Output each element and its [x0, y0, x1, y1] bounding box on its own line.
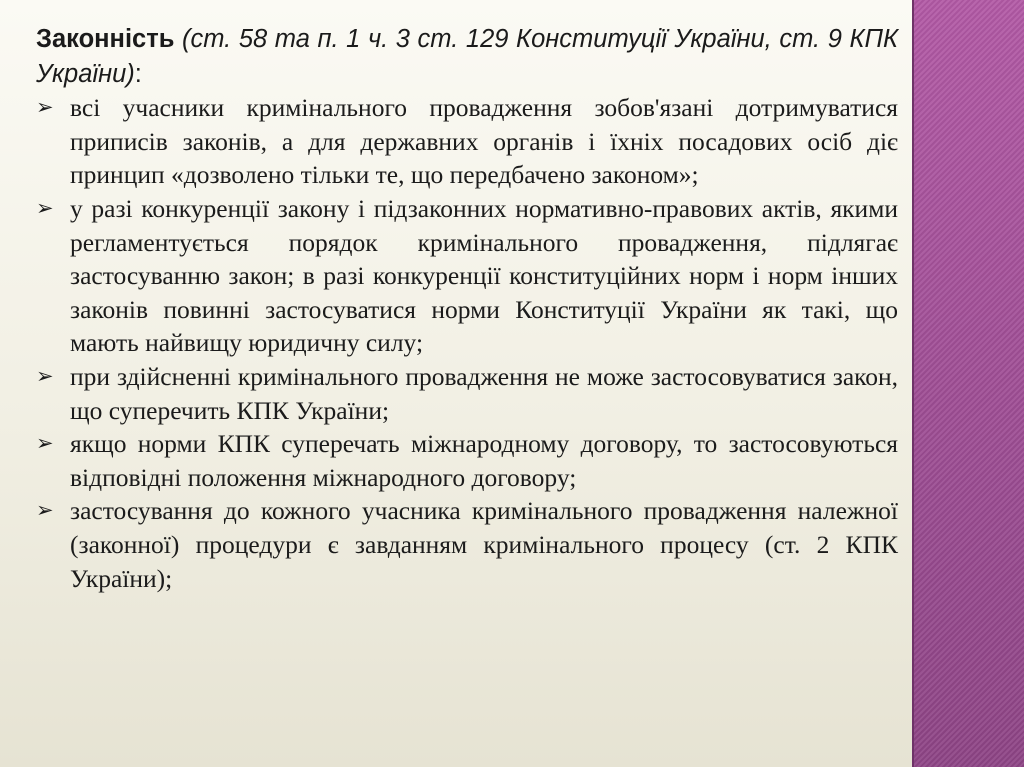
arrow-bullet-icon: ➢	[36, 95, 54, 120]
list-item-text: якщо норми КПК суперечать міжнародному договору, то застосовуються відповідні положення міжнародного договору;	[70, 429, 898, 492]
heading-colon: :	[134, 59, 142, 88]
list-item-text: застосування до кожного учасника кримінального провадження належної (законної) процедури є завданням кримінального процесу (ст. 2 КПК України);	[70, 496, 898, 593]
slide-heading	[36, 22, 898, 91]
arrow-bullet-icon: ➢	[36, 431, 54, 456]
list-item	[36, 91, 898, 192]
arrow-bullet-icon: ➢	[36, 195, 54, 220]
heading-reference: (ст. 58 та п. 1 ч. 3 ст. 129 Конституції України, ст. 9 КПК України)	[36, 25, 898, 88]
list-item-text: у разі конкуренції закону і підзаконних нормативно-правових актів, якими регламентується порядок кримінального провадження, підлягає застосуванню закон; в разі конкуренції конституційних норм і норм інших законів повинні застосуватися норми Конституції України як такі, що мають найвищу юридичну силу;	[70, 193, 898, 358]
decorative-side-band	[914, 0, 1024, 767]
list-item	[36, 427, 898, 494]
heading-title: Законність	[36, 25, 175, 53]
list-item-text: всі учасники кримінального провадження зобов'язані дотримуватися приписів законів, а для державних органів і їхніх посадових осіб діє принцип «дозволено тільки те, що передбачено законом»;	[70, 93, 898, 190]
arrow-bullet-icon: ➢	[36, 498, 54, 523]
list-item-text: при здійсненні кримінального провадження не може застосовуватися закон, що суперечить КПК України;	[70, 361, 898, 425]
list-item	[36, 494, 898, 595]
arrow-bullet-icon: ➢	[36, 363, 54, 388]
principle-list	[36, 91, 898, 595]
list-item	[36, 360, 898, 427]
slide-content	[36, 22, 898, 595]
list-item	[36, 192, 898, 360]
